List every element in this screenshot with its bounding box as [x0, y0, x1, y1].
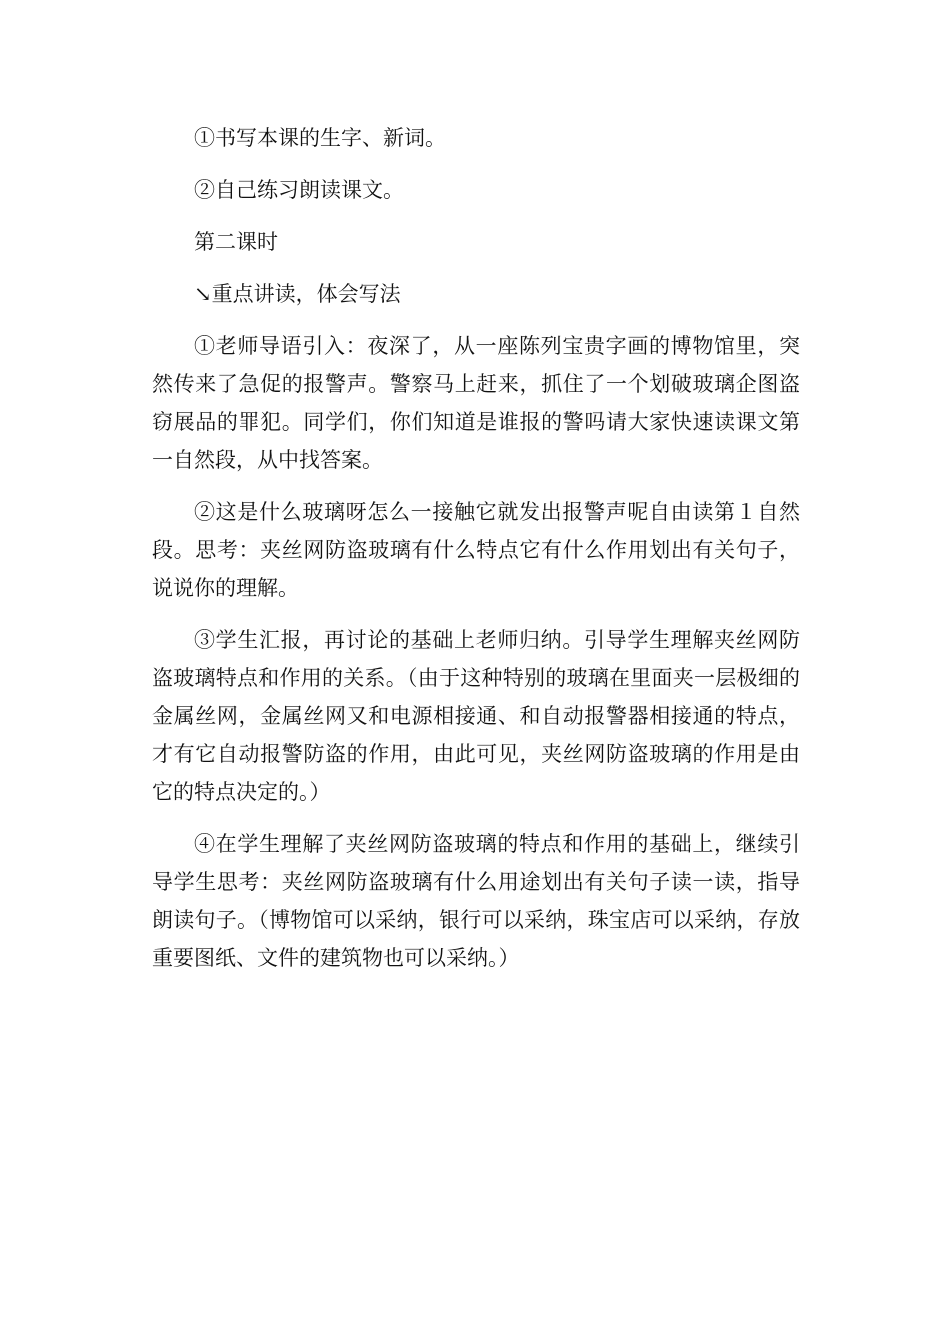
paragraph-step-3: ③学生汇报，再讨论的基础上老师归纳。引导学生理解夹丝网防盗玻璃特点和作用的关系。（由于这种特别的玻璃在里面夹一层极细的金属丝网，金属丝网又和电源相接通、和自动报警器相接通的特点，才有它自动报警防盗的作用，由此可见，夹丝网防盗玻璃的作用是由它的特点决定的。） — [152, 628, 800, 804]
paragraph-step-1: ①老师导语引入：夜深了，从一座陈列宝贵字画的博物馆里，突然传来了急促的报警声。警察马上赶来，抓住了一个划破玻璃企图盗窃展品的罪犯。同学们，你们知道是谁报的警吗请大家快速读课文第一自然段，从中找答案。 — [152, 334, 800, 472]
document-body — [152, 119, 800, 991]
paragraph-homework-2: ②自己练习朗读课文。 — [194, 178, 404, 202]
section-heading-key-reading: ↘重点讲读，体会写法 — [194, 282, 401, 306]
paragraph-step-4: ④在学生理解了夹丝网防盗玻璃的特点和作用的基础上，继续引导学生思考：夹丝网防盗玻璃有什么用途划出有关句子读一读，指导朗读句子。（博物馆可以采纳，银行可以采纳，珠宝店可以采纳，存放重要图纸、文件的建筑物也可以采纳。） — [152, 832, 800, 970]
section-heading-second-lesson: 第二课时 — [194, 230, 278, 254]
paragraph-homework-1: ①书写本课的生字、新词。 — [194, 126, 446, 150]
paragraph-step-2: ②这是什么玻璃呀怎么一接触它就发出报警声呢自由读第１自然段。思考：夹丝网防盗玻璃有什么特点它有什么作用划出有关句子，说说你的理解。 — [152, 500, 800, 600]
